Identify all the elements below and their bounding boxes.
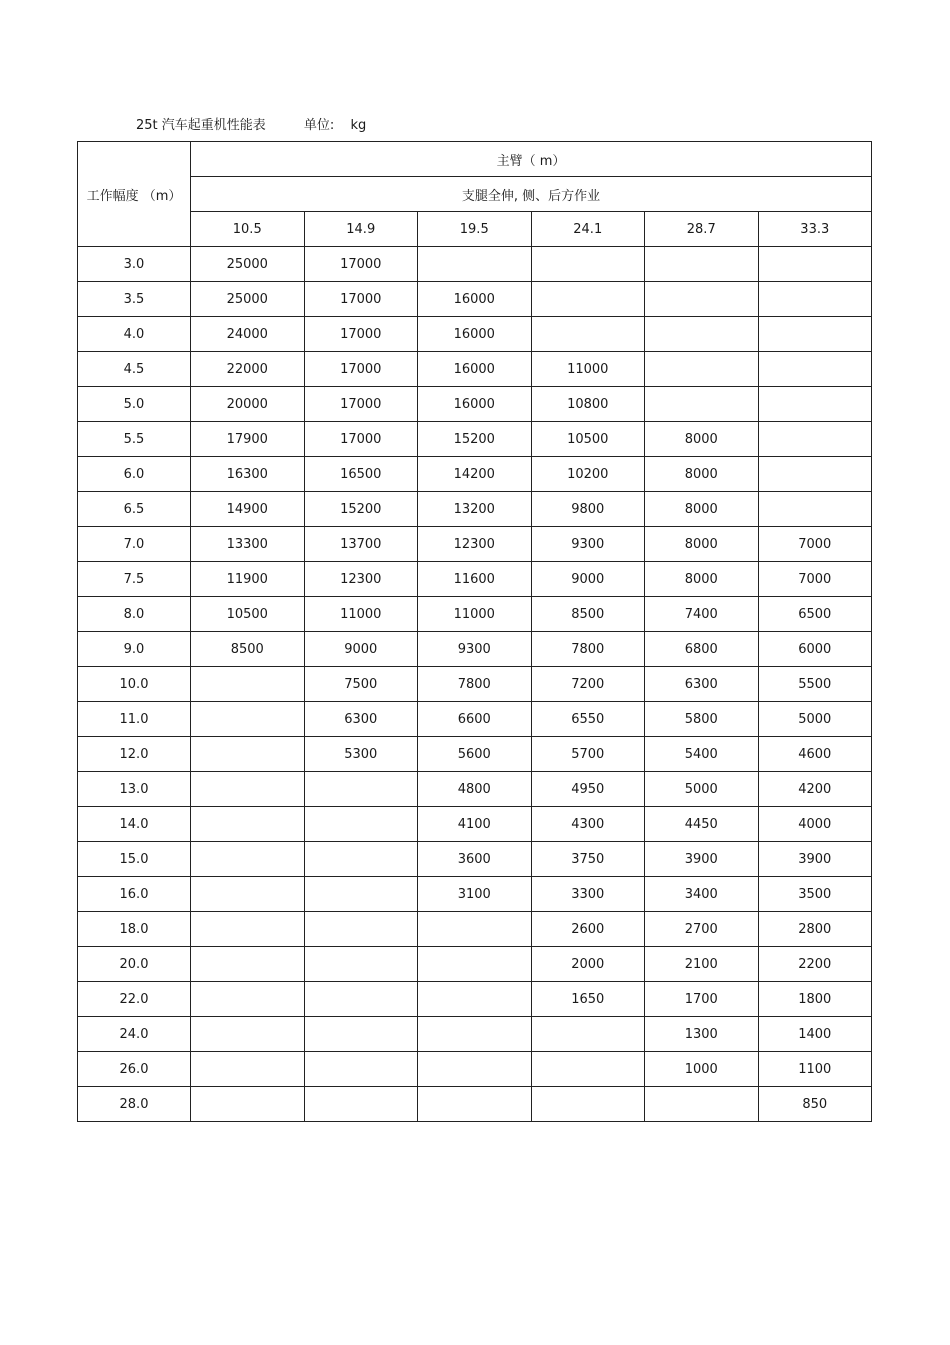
radius-cell: 9.0 [78, 632, 191, 667]
working-radius-header: 工作幅度 （m） [78, 142, 191, 247]
load-cell [191, 912, 305, 947]
radius-cell: 5.0 [78, 387, 191, 422]
load-cell [758, 317, 872, 352]
load-cell: 6500 [758, 597, 872, 632]
load-cell: 7500 [304, 667, 418, 702]
load-cell: 2100 [645, 947, 759, 982]
table-row [78, 947, 872, 982]
table-row [78, 1017, 872, 1052]
table-row [78, 317, 872, 352]
load-cell [304, 1087, 418, 1122]
table-row [78, 1052, 872, 1087]
load-cell: 1000 [645, 1052, 759, 1087]
load-cell [418, 247, 532, 282]
load-cell: 11000 [304, 597, 418, 632]
load-cell: 5500 [758, 667, 872, 702]
radius-cell: 16.0 [78, 877, 191, 912]
table-row [78, 632, 872, 667]
table-row [78, 247, 872, 282]
load-cell: 1400 [758, 1017, 872, 1052]
load-cell: 9300 [418, 632, 532, 667]
load-cell: 8000 [645, 422, 759, 457]
load-cell: 17000 [304, 317, 418, 352]
load-cell [758, 247, 872, 282]
radius-cell: 28.0 [78, 1087, 191, 1122]
load-cell: 6300 [304, 702, 418, 737]
load-cell [191, 702, 305, 737]
load-cell [304, 877, 418, 912]
load-cell: 14200 [418, 457, 532, 492]
table-row [78, 422, 872, 457]
load-cell [418, 1017, 532, 1052]
load-cell: 17000 [304, 247, 418, 282]
table-row [78, 282, 872, 317]
boom-length-row [78, 212, 872, 247]
radius-cell: 15.0 [78, 842, 191, 877]
load-cell: 4100 [418, 807, 532, 842]
load-cell: 10200 [531, 457, 645, 492]
load-cell: 2200 [758, 947, 872, 982]
load-cell: 8500 [191, 632, 305, 667]
load-cell: 2700 [645, 912, 759, 947]
load-cell [645, 247, 759, 282]
load-cell [304, 772, 418, 807]
load-cell [418, 1052, 532, 1087]
load-cell: 3600 [418, 842, 532, 877]
load-cell: 7000 [758, 527, 872, 562]
load-cell: 9000 [304, 632, 418, 667]
load-cell [531, 317, 645, 352]
load-cell: 6550 [531, 702, 645, 737]
load-cell [304, 1052, 418, 1087]
load-cell: 850 [758, 1087, 872, 1122]
table-row [78, 737, 872, 772]
load-cell: 3400 [645, 877, 759, 912]
load-cell: 5700 [531, 737, 645, 772]
load-cell: 25000 [191, 282, 305, 317]
load-cell: 3100 [418, 877, 532, 912]
load-cell [645, 387, 759, 422]
load-cell: 3900 [645, 842, 759, 877]
load-cell [304, 842, 418, 877]
load-cell: 8000 [645, 527, 759, 562]
load-cell: 6300 [645, 667, 759, 702]
load-cell [531, 1052, 645, 1087]
radius-cell: 8.0 [78, 597, 191, 632]
radius-cell: 26.0 [78, 1052, 191, 1087]
load-cell: 8000 [645, 457, 759, 492]
boom-length-header: 28.7 [645, 212, 759, 247]
load-cell: 16000 [418, 282, 532, 317]
boom-length-header: 24.1 [531, 212, 645, 247]
load-cell: 11600 [418, 562, 532, 597]
load-cell: 17000 [304, 352, 418, 387]
load-cell: 16000 [418, 317, 532, 352]
table-row [78, 457, 872, 492]
load-cell [418, 947, 532, 982]
load-cell [418, 1087, 532, 1122]
load-cell [191, 807, 305, 842]
load-cell: 13300 [191, 527, 305, 562]
table-row [78, 562, 872, 597]
table-row [78, 492, 872, 527]
load-cell: 3900 [758, 842, 872, 877]
load-cell: 1700 [645, 982, 759, 1017]
load-cell: 16500 [304, 457, 418, 492]
load-cell: 5400 [645, 737, 759, 772]
load-cell: 25000 [191, 247, 305, 282]
load-cell: 4300 [531, 807, 645, 842]
radius-cell: 10.0 [78, 667, 191, 702]
load-cell: 15200 [304, 492, 418, 527]
load-cell [191, 877, 305, 912]
load-cell [758, 422, 872, 457]
table-row [78, 842, 872, 877]
radius-cell: 6.5 [78, 492, 191, 527]
load-cell: 2000 [531, 947, 645, 982]
load-cell [304, 947, 418, 982]
unit-label: 单位: [303, 118, 335, 133]
radius-cell: 22.0 [78, 982, 191, 1017]
load-cell: 4600 [758, 737, 872, 772]
load-cell: 6000 [758, 632, 872, 667]
table-row [78, 807, 872, 842]
load-cell: 17900 [191, 422, 305, 457]
load-cell [645, 1087, 759, 1122]
load-cell: 2600 [531, 912, 645, 947]
load-cell [304, 912, 418, 947]
table-row [78, 982, 872, 1017]
load-cell: 4950 [531, 772, 645, 807]
radius-cell: 14.0 [78, 807, 191, 842]
load-cell: 14900 [191, 492, 305, 527]
radius-cell: 11.0 [78, 702, 191, 737]
load-cell: 7400 [645, 597, 759, 632]
radius-cell: 4.0 [78, 317, 191, 352]
load-cell: 7800 [531, 632, 645, 667]
load-cell: 5000 [645, 772, 759, 807]
load-cell: 11900 [191, 562, 305, 597]
load-cell [531, 282, 645, 317]
load-cell: 6600 [418, 702, 532, 737]
load-cell [645, 317, 759, 352]
radius-cell: 4.5 [78, 352, 191, 387]
load-cell: 11000 [531, 352, 645, 387]
load-cell [304, 807, 418, 842]
radius-cell: 7.5 [78, 562, 191, 597]
load-cell: 9000 [531, 562, 645, 597]
load-cell: 8000 [645, 492, 759, 527]
title-text: 25t 汽车起重机性能表 [136, 118, 266, 133]
radius-cell: 20.0 [78, 947, 191, 982]
load-cell: 7800 [418, 667, 532, 702]
load-cell: 4800 [418, 772, 532, 807]
load-cell [645, 282, 759, 317]
load-cell: 3500 [758, 877, 872, 912]
load-cell: 10500 [191, 597, 305, 632]
table-row [78, 352, 872, 387]
load-cell: 2800 [758, 912, 872, 947]
load-cell [191, 982, 305, 1017]
load-cell: 15200 [418, 422, 532, 457]
load-cell [191, 947, 305, 982]
load-cell: 4000 [758, 807, 872, 842]
load-cell: 9300 [531, 527, 645, 562]
load-cell: 3300 [531, 877, 645, 912]
radius-cell: 13.0 [78, 772, 191, 807]
load-cell [191, 737, 305, 772]
load-cell: 9800 [531, 492, 645, 527]
load-cell: 22000 [191, 352, 305, 387]
table-row [78, 1087, 872, 1122]
radius-cell: 18.0 [78, 912, 191, 947]
load-cell: 17000 [304, 282, 418, 317]
table-row [78, 877, 872, 912]
load-cell: 4200 [758, 772, 872, 807]
load-cell: 1800 [758, 982, 872, 1017]
outrigger-mode-header: 支腿全伸, 侧、后方作业 [191, 177, 872, 212]
boom-length-header: 33.3 [758, 212, 872, 247]
load-cell: 16000 [418, 387, 532, 422]
load-cell: 4450 [645, 807, 759, 842]
load-cell [191, 842, 305, 877]
load-cell [418, 912, 532, 947]
table-row [78, 702, 872, 737]
load-cell: 5000 [758, 702, 872, 737]
load-cell [531, 1087, 645, 1122]
load-cell [758, 352, 872, 387]
load-cell: 17000 [304, 387, 418, 422]
radius-cell: 7.0 [78, 527, 191, 562]
load-cell [191, 1017, 305, 1052]
load-cell [758, 457, 872, 492]
load-cell [758, 387, 872, 422]
load-cell: 13200 [418, 492, 532, 527]
load-cell [758, 282, 872, 317]
radius-cell: 3.0 [78, 247, 191, 282]
load-cell: 13700 [304, 527, 418, 562]
load-cell: 3750 [531, 842, 645, 877]
load-cell: 24000 [191, 317, 305, 352]
radius-cell: 24.0 [78, 1017, 191, 1052]
boom-header: 主臂（ m） [191, 142, 872, 177]
boom-length-header: 19.5 [418, 212, 532, 247]
load-cell: 5300 [304, 737, 418, 772]
load-cell [531, 1017, 645, 1052]
load-cell: 10500 [531, 422, 645, 457]
table-row [78, 387, 872, 422]
load-cell: 10800 [531, 387, 645, 422]
table-row [78, 772, 872, 807]
table-row [78, 667, 872, 702]
load-cell [191, 1087, 305, 1122]
load-cell: 5600 [418, 737, 532, 772]
load-cell: 20000 [191, 387, 305, 422]
boom-length-header: 14.9 [304, 212, 418, 247]
table-row [78, 597, 872, 632]
radius-cell: 6.0 [78, 457, 191, 492]
load-cell [191, 772, 305, 807]
radius-cell: 3.5 [78, 282, 191, 317]
load-cell: 12300 [304, 562, 418, 597]
load-cell: 11000 [418, 597, 532, 632]
load-cell: 17000 [304, 422, 418, 457]
load-cell [645, 352, 759, 387]
load-cell [418, 982, 532, 1017]
radius-cell: 12.0 [78, 737, 191, 772]
load-cell: 16300 [191, 457, 305, 492]
document-title [136, 116, 366, 136]
table-row [78, 527, 872, 562]
load-cell [758, 492, 872, 527]
boom-length-header: 10.5 [191, 212, 305, 247]
load-cell: 1300 [645, 1017, 759, 1052]
load-cell [304, 1017, 418, 1052]
load-cell: 8000 [645, 562, 759, 597]
crane-performance-table [77, 141, 872, 1122]
load-cell [191, 667, 305, 702]
radius-cell: 5.5 [78, 422, 191, 457]
load-cell: 6800 [645, 632, 759, 667]
load-cell: 5800 [645, 702, 759, 737]
table-body [78, 247, 872, 1122]
load-cell [531, 247, 645, 282]
table-row [78, 912, 872, 947]
load-cell: 7000 [758, 562, 872, 597]
load-cell [191, 1052, 305, 1087]
load-cell: 7200 [531, 667, 645, 702]
load-cell: 8500 [531, 597, 645, 632]
load-cell: 16000 [418, 352, 532, 387]
load-cell: 1100 [758, 1052, 872, 1087]
load-cell: 12300 [418, 527, 532, 562]
unit-value: kg [350, 118, 367, 133]
load-cell [304, 982, 418, 1017]
load-cell: 1650 [531, 982, 645, 1017]
